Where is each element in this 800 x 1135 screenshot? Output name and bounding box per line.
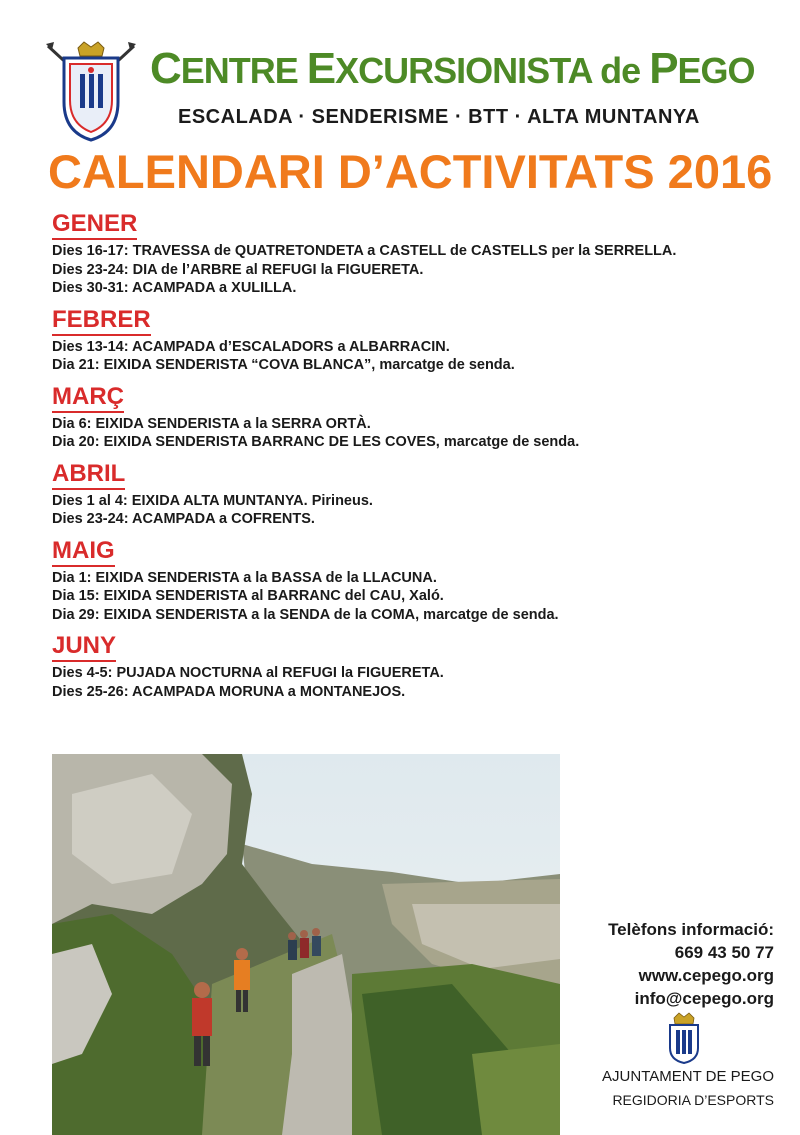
month-section-febrer	[52, 306, 792, 375]
event-line: Dies 23-24: DIA de l’ARBRE al REFUGI la FIGUERETA.	[52, 261, 424, 278]
month-section-gener	[52, 210, 792, 298]
event-line: Dies 16-17: TRAVESSA de QUATRETONDETA a CASTELL de CASTELLS per la SERRELLA.	[52, 243, 677, 259]
club-name-p: P	[649, 44, 678, 93]
contact-website[interactable]: www.cepego.org	[638, 966, 774, 985]
month-section-maig	[52, 537, 792, 625]
town-hall-emblem	[666, 1012, 702, 1064]
month-section-marc	[52, 383, 792, 452]
event-line: Dia 6: EIXIDA SENDERISTA a la SERRA ORTÀ.	[52, 415, 371, 432]
club-name	[150, 44, 770, 94]
event-line: Dia 21: EIXIDA SENDERISTA “COVA BLANCA”, marcatge de senda.	[52, 357, 515, 373]
month-heading: JUNY	[52, 632, 116, 662]
club-name-e: E	[306, 44, 336, 93]
club-name-xcursionista: XCURSIONISTA	[335, 50, 601, 91]
event-line: Dia 20: EIXIDA SENDERISTA BARRANC DE LES COVES, marcatge de senda.	[52, 434, 580, 450]
event-line: Dies 23-24: ACAMPADA a COFRENTS.	[52, 511, 315, 527]
event-line: Dia 1: EIXIDA SENDERISTA a la BASSA de la LLACUNA.	[52, 569, 437, 586]
event-line: Dies 4-5: PUJADA NOCTURNA al REFUGI la FIGUERETA.	[52, 665, 444, 681]
club-name-de: de	[600, 50, 650, 91]
month-heading: GENER	[52, 210, 137, 240]
town-hall-department: REGIDORIA D’ESPORTS	[612, 1092, 774, 1108]
event-line: Dia 15: EIXIDA SENDERISTA al BARRANC del CAU, Xaló.	[52, 588, 444, 604]
month-section-juny	[52, 632, 792, 701]
hikers-photo	[52, 754, 560, 1135]
calendar-title: CALENDARI D’ACTIVITATS 2016	[48, 145, 773, 198]
club-name-entre: ENTRE	[180, 50, 307, 91]
club-name-ego: EGO	[677, 50, 755, 91]
event-line: Dies 25-26: ACAMPADA MORUNA a MONTANEJOS.	[52, 683, 406, 700]
month-section-abril	[52, 460, 792, 529]
club-name-c: C	[150, 44, 181, 93]
contact-phone: 669 43 50 77	[674, 943, 774, 962]
disciplines-subtitle: ESCALADA · SENDERISME · BTT · ALTA MUNTANYA	[178, 106, 700, 128]
contact-info	[560, 918, 774, 1010]
event-line: Dies 1 al 4: EIXIDA ALTA MUNTANYA. Pirineus.	[52, 492, 373, 509]
event-line: Dies 30-31: ACAMPADA a XULILLA.	[52, 280, 297, 296]
event-line: Dia 29: EIXIDA SENDERISTA a la SENDA de la COMA, marcatge de senda.	[52, 606, 559, 623]
contact-email[interactable]: info@cepego.org	[634, 989, 774, 1008]
month-heading: MARÇ	[52, 383, 124, 413]
contact-label: Telèfons informació:	[608, 920, 774, 939]
town-hall-name: AJUNTAMENT DE PEGO	[602, 1068, 774, 1085]
event-line: Dies 13-14: ACAMPADA d’ESCALADORS a ALBARRACIN.	[52, 338, 450, 355]
month-heading: MAIG	[52, 537, 115, 567]
month-heading: ABRIL	[52, 460, 125, 490]
month-heading: FEBRER	[52, 306, 151, 336]
activities-list	[52, 210, 792, 709]
club-logo	[44, 40, 138, 144]
